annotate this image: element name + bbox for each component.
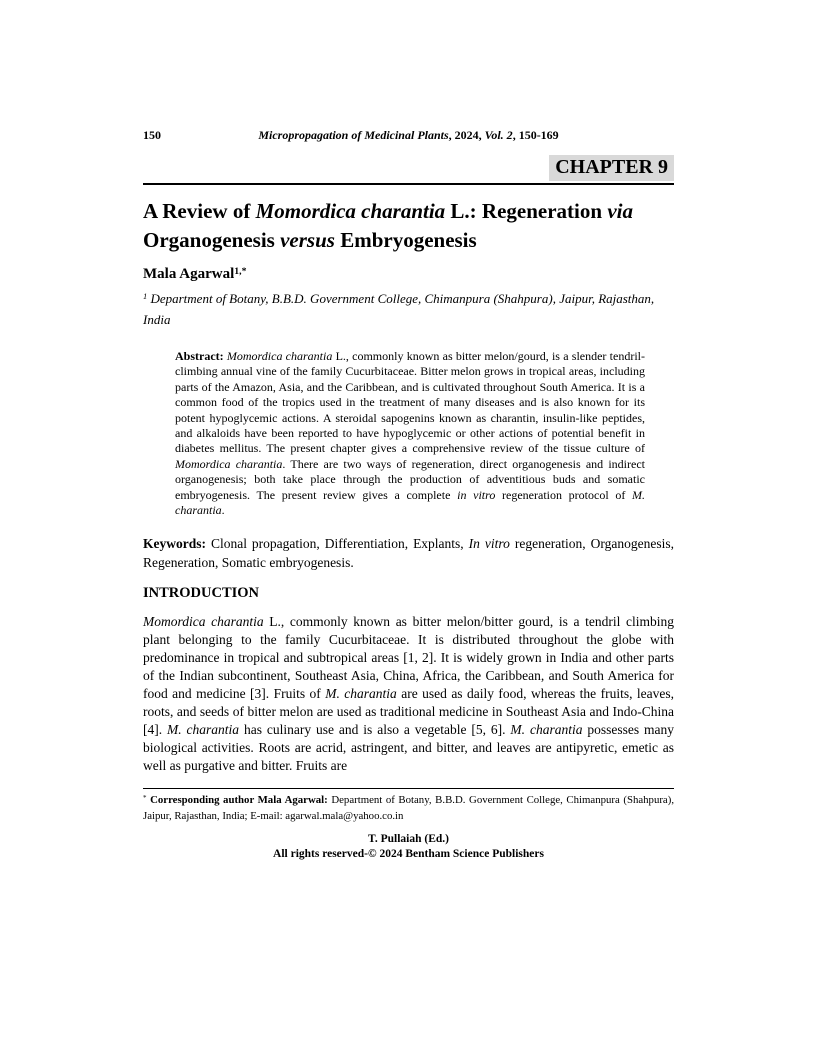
page-number: 150 — [143, 128, 161, 142]
introduction-paragraph: Momordica charantia L., commonly known as bitter melon/bitter gourd, is a tendril climbing plant belonging to the family Cucurbitaceae. It is distributed throughout the globe with predominance in tropical and subtropical areas [1, 2]. It is widely grown in India and other parts of the Indian subcontinent, Southeast Asia, China, Africa, the Caribbean, and South America for food and medicine [3]. Fruits of M. charantia are used as daily food, whereas the fruits, leaves, roots, and seeds of bitter melon are used as traditional medicine in Southeast Asia and Indo-China [4]. M. charantia has culinary use and is also a vegetable [5, 6]. M. charantia possesses many biological activities. Roots are acrid, astringent, and bitter, and leaves are antipyretic, emetic as well as purgative and bitter. Fruits are — [143, 614, 675, 774]
page-footer — [143, 832, 674, 862]
keywords-line: Keywords: Clonal propagation, Differentiation, Explants, In vitro regeneration, Organogenesis, Regeneration, Somatic embryogenesis. — [143, 536, 674, 571]
chapter-row — [143, 155, 674, 181]
footer-editor: T. Pullaiah (Ed.) — [368, 833, 449, 846]
corresponding-author-footnote: * Corresponding author Mala Agarwal: Department of Botany, B.B.D. Government College, Chimanpura (Shahpura), Jaipur, Rajasthan, India; E-mail: agarwal.mala@yahoo.co.in — [143, 794, 675, 822]
footnote-rule — [143, 788, 674, 789]
section-heading-introduction: INTRODUCTION — [143, 585, 260, 602]
chapter-title: A Review of Momordica charantia L.: Regeneration via Organogenesis versus Embryogenesis — [143, 199, 633, 252]
author-affiliation: $^1$ Department of Botany, B.B.D. Government College, Chimanpura (Shahpura), Jaipur, Rajasthan, India — [143, 291, 655, 327]
footer-rights: All rights reserved-© 2024 Bentham Science Publishers — [273, 848, 544, 861]
abstract-paragraph: Abstract: Momordica charantia L., commonly known as bitter melon/gourd, is a slender tendril-climbing annual vine of the family Cucurbitaceae. Bitter melon grows in tropical areas, including parts of the Amazon, Asia, and the Caribbean, and is cultivated throughout South America. It is a common food of the tropics used in the treatment of many diseases and is also known for its potent hypoglycemic actions. A steroidal sapogenins known as charantin, insulin-like peptides, and alkaloids have been reported to have hypoglycemic or other actions of potential benefit in diabetes mellitus. The present chapter gives a comprehensive review of the tissue culture of Momordica charantia. There are two ways of regeneration, direct organogenesis and indirect organogenesis; both take place through the production of adventitious buds and somatic embryogenesis. The present review gives a complete in vitro regeneration protocol of M. charantia. — [175, 349, 646, 518]
chapter-badge: CHAPTER 9 — [549, 155, 674, 181]
page-header — [143, 128, 674, 143]
header-rule — [143, 183, 674, 185]
running-title: Micropropagation of Medicinal Plants, 2024, Vol. 2, 150-169 — [258, 128, 559, 142]
author-name: Mala Agarwal$^{1,*}$ — [143, 265, 247, 282]
